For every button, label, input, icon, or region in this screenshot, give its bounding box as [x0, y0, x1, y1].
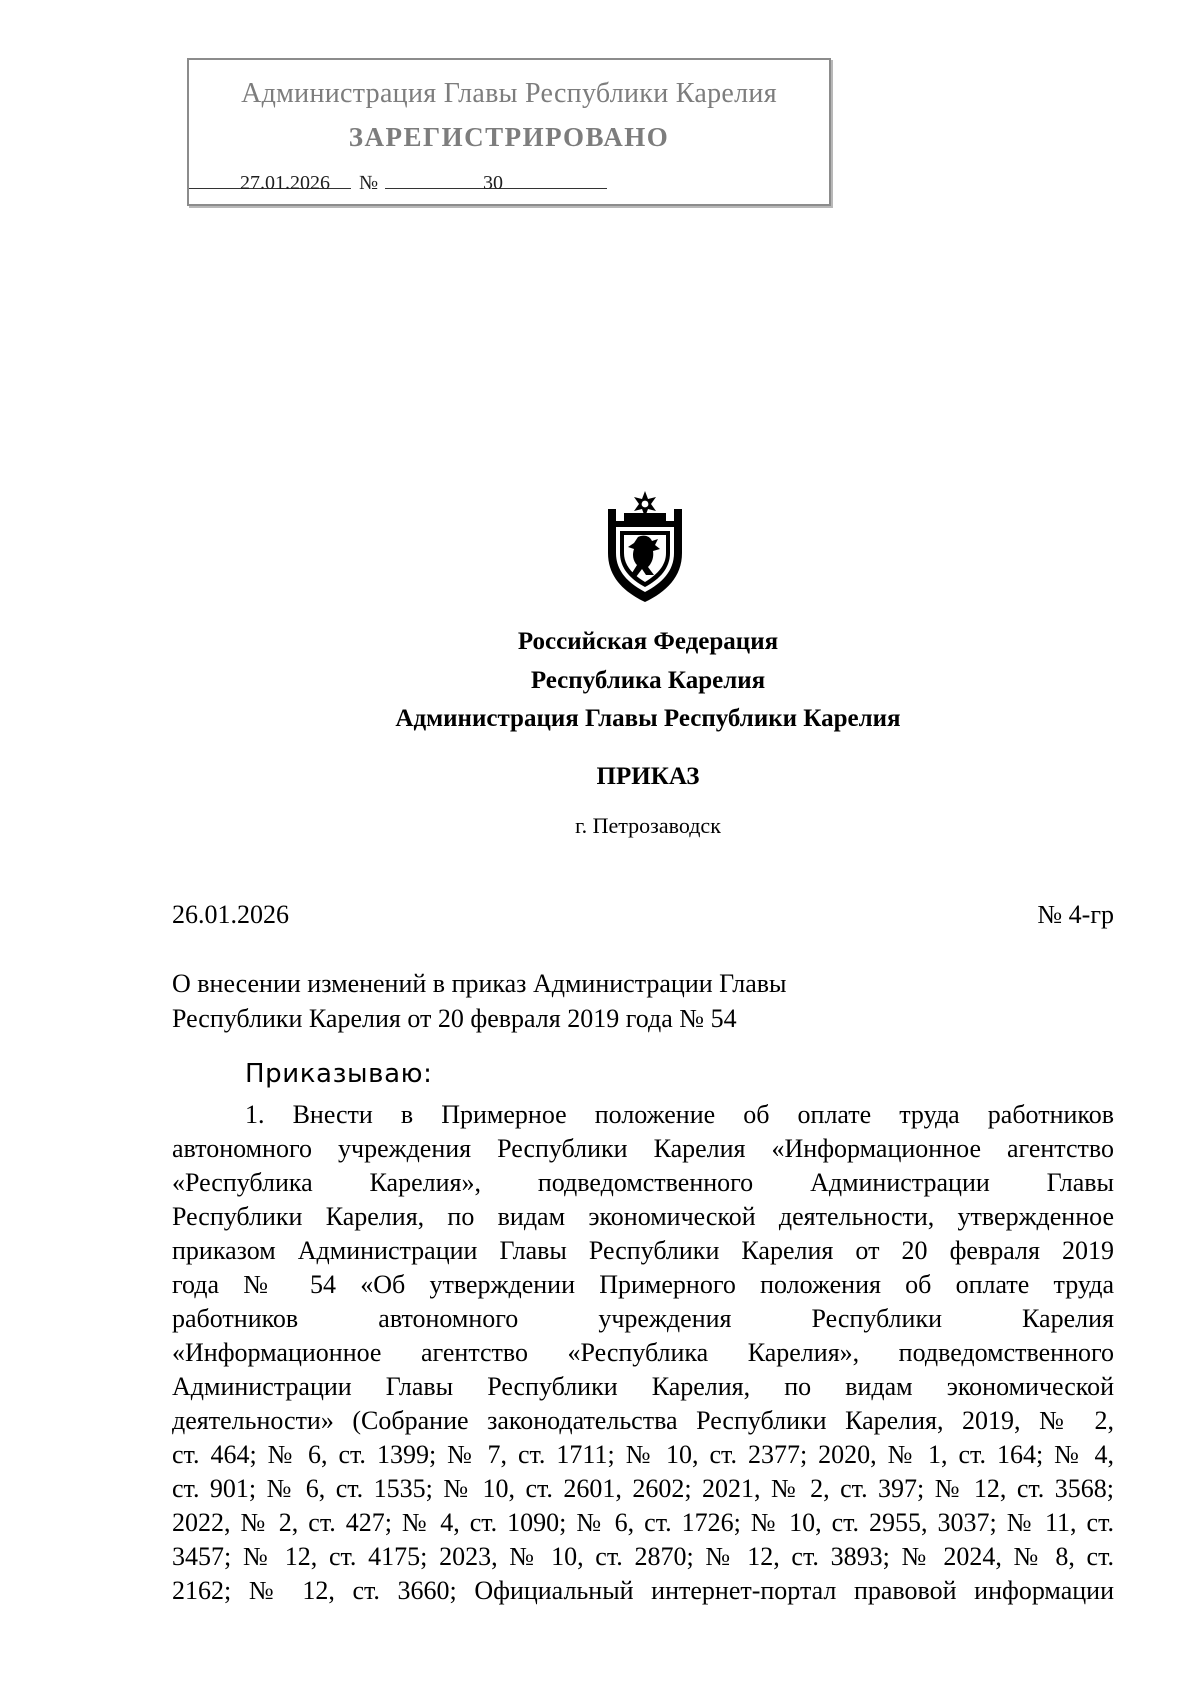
order-word: Приказываю: [245, 1059, 433, 1089]
document-type-title: ПРИКАЗ [596, 763, 700, 790]
stamp-title: Администрация Главы Республики Карелия [241, 78, 777, 109]
document-subject [172, 966, 787, 1036]
body-line: работников автономного учреждения Республики Карелия [172, 1304, 1114, 1333]
body-line: приказом Администрации Главы Республики Карелия от 20 февраля 2019 [172, 1236, 1114, 1265]
registration-stamp [187, 58, 831, 206]
body-line: ст. 464; № 6, ст. 1399; № 7, ст. 1711; № 10, ст. 2377; 2020, № 1, ст. 164; № 4, [172, 1440, 1114, 1469]
document-city: г. Петрозаводск [575, 813, 721, 838]
body-line: Республики Карелия, по видам экономической деятельности, утвержденное [172, 1202, 1114, 1231]
document-body [172, 1098, 1114, 1608]
header-region: Республика Карелия [530, 667, 766, 694]
header-authority: Администрация Главы Республики Карелия [395, 705, 901, 732]
document-number: № 4-гр [1037, 900, 1114, 929]
body-line: 2022, № 2, ст. 427; № 4, ст. 1090; № 6, ст. 1726; № 10, ст. 2955, 3037; № 11, ст. [172, 1508, 1114, 1537]
document-date: 26.01.2026 [172, 900, 289, 929]
body-line: 2162; № 12, ст. 3660; Официальный интернет-портал правовой информации [172, 1576, 1114, 1605]
body-line: Администрации Главы Республики Карелия, по видам экономической [172, 1372, 1114, 1401]
body-line: года № 54 «Об утверждении Примерного положения об оплате труда [172, 1270, 1114, 1299]
body-line: 3457; № 12, ст. 4175; 2023, № 10, ст. 2870; № 12, ст. 3893; № 2024, № 8, ст. [172, 1542, 1114, 1571]
karelia-emblem-icon [598, 491, 692, 603]
body-line: 1. Внести в Примерное положение об оплате труда работников [245, 1100, 1114, 1129]
body-line: автономного учреждения Республики Карелия «Информационное агентство [172, 1134, 1114, 1163]
stamp-status: ЗАРЕГИСТРИРОВАНО [348, 122, 670, 152]
body-line: «Республика Карелия», подведомственного Администрации Главы [172, 1168, 1114, 1197]
stamp-date: 27.01.2026 [240, 172, 330, 194]
body-line: деятельности» (Собрание законодательства Республики Карелия, 2019, № 2, [172, 1406, 1114, 1435]
subject-line: Республики Карелия от 20 февраля 2019 года № 54 [172, 1004, 737, 1033]
body-line: «Информационное агентство «Республика Карелия», подведомственного [172, 1338, 1114, 1367]
header-country: Российская Федерация [517, 628, 779, 655]
subject-line: О внесении изменений в приказ Администрации Главы [172, 969, 787, 998]
body-line: ст. 901; № 6, ст. 1535; № 10, ст. 2601, 2602; 2021, № 2, ст. 397; № 12, ст. 3568; [172, 1474, 1114, 1503]
stamp-number-sign: № [359, 172, 379, 194]
stamp-number: 30 [483, 172, 503, 194]
